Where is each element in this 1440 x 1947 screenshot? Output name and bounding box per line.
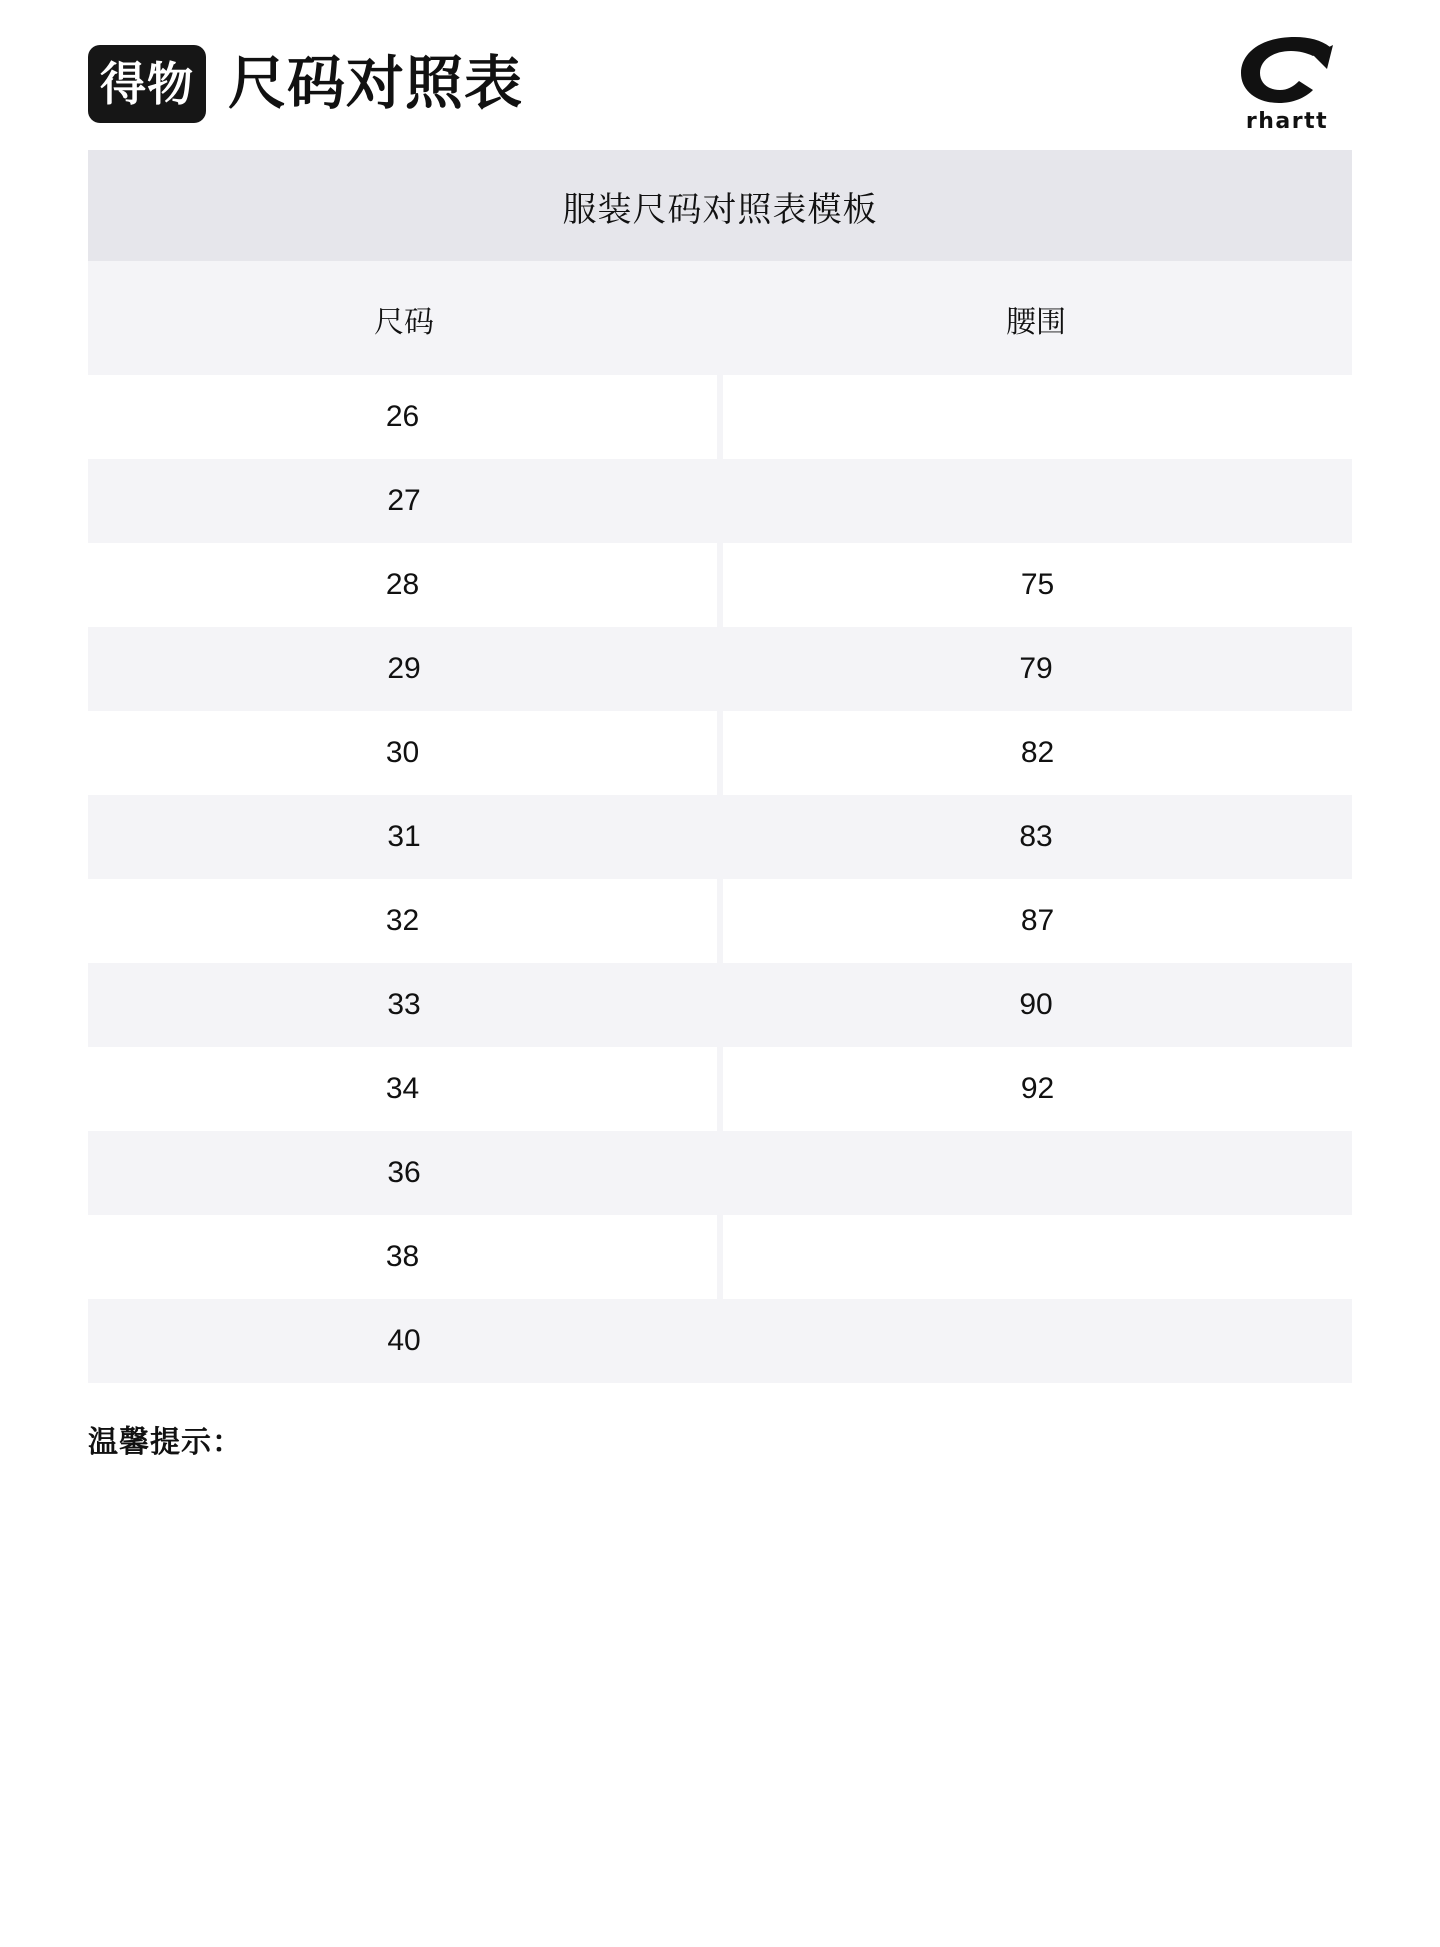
table-row: [88, 963, 1352, 1047]
header-left-group: [88, 45, 523, 123]
table-row: [88, 795, 1352, 879]
cell-size: 34: [88, 1047, 720, 1131]
header-right-group: [1222, 35, 1352, 134]
cell-size: 31: [88, 795, 720, 879]
cell-waist: 79: [720, 627, 1352, 711]
cell-waist: 83: [720, 795, 1352, 879]
cell-waist: 75: [720, 543, 1352, 627]
table-row: [88, 459, 1352, 543]
cell-size: 27: [88, 459, 720, 543]
table-row: [88, 1131, 1352, 1215]
cell-size: 36: [88, 1131, 720, 1215]
cell-size: 30: [88, 711, 720, 795]
table-row: [88, 627, 1352, 711]
cell-waist: [720, 1131, 1352, 1215]
carhartt-logo-caption: rhartt: [1245, 108, 1329, 134]
cell-waist: [720, 459, 1352, 543]
table-row: [88, 543, 1352, 627]
page-title: 尺码对照表: [228, 51, 524, 116]
table-row: [88, 375, 1352, 459]
table-row: [88, 1047, 1352, 1131]
cell-waist: [720, 1215, 1352, 1299]
cell-size: 26: [88, 375, 720, 459]
cell-waist: 87: [720, 879, 1352, 963]
size-table-container: [88, 150, 1352, 1383]
table-row: [88, 879, 1352, 963]
dewu-brand-badge-label: 得物: [100, 57, 194, 111]
size-table-header-row: [88, 261, 1352, 375]
dewu-brand-badge: [88, 45, 206, 123]
column-header-size: 尺码: [88, 261, 720, 375]
size-table-body: [88, 375, 1352, 1383]
size-table-head: [88, 261, 1352, 375]
cell-size: 29: [88, 627, 720, 711]
cell-waist: 92: [720, 1047, 1352, 1131]
column-header-waist: 腰围: [720, 261, 1352, 375]
cell-waist: [720, 375, 1352, 459]
table-row: [88, 1215, 1352, 1299]
size-table: [88, 261, 1352, 1383]
table-row: [88, 711, 1352, 795]
cell-size: 38: [88, 1215, 720, 1299]
cell-size: 32: [88, 879, 720, 963]
carhartt-c-logo-icon: [1235, 35, 1339, 107]
cell-waist: 82: [720, 711, 1352, 795]
cell-size: 40: [88, 1299, 720, 1383]
cell-waist: [720, 1299, 1352, 1383]
cell-size: 28: [88, 543, 720, 627]
table-row: [88, 1299, 1352, 1383]
cell-size: 33: [88, 963, 720, 1047]
cell-waist: 90: [720, 963, 1352, 1047]
tips-label: 温馨提示：: [88, 1426, 243, 1459]
page-header: [88, 0, 1352, 150]
size-table-caption: 服装尺码对照表模板: [88, 150, 1352, 261]
